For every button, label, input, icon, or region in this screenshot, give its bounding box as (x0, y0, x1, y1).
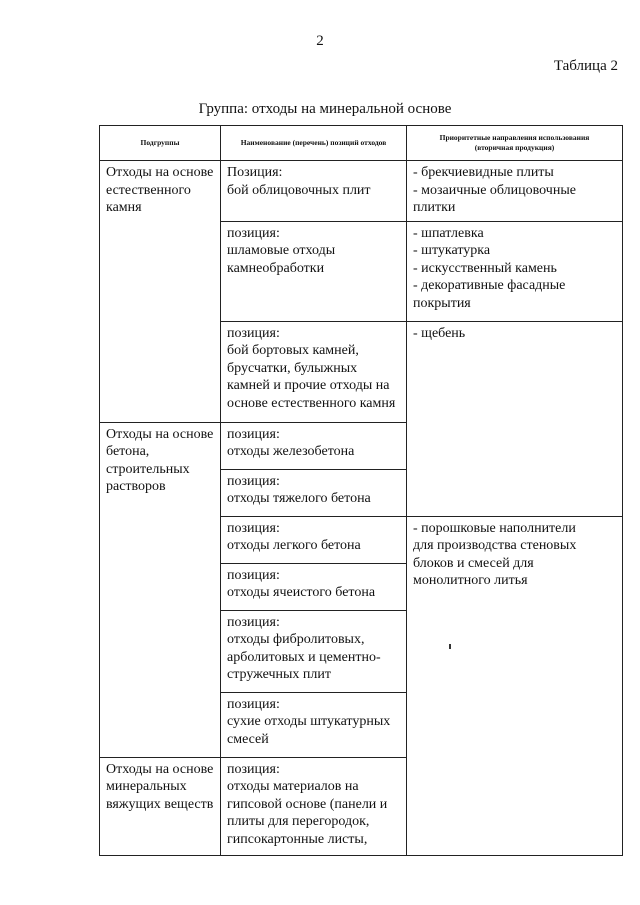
position-cell (221, 161, 407, 222)
position-line: позиция: (227, 614, 280, 630)
position-line: отходы легкого бетона (227, 538, 361, 553)
position-line: плиты для перегородок, (227, 814, 370, 829)
position-cell (221, 692, 407, 757)
position-line: позиция: (227, 520, 280, 536)
position-line: позиция: (227, 426, 280, 442)
position-line: позиция: (227, 761, 280, 777)
direction-line: для производства стеновых (413, 538, 577, 553)
position-line: сухие отходы штукатурных (227, 714, 391, 729)
direction-line: - искусственный камень (413, 260, 557, 276)
subgroup-line: вяжущих веществ (106, 796, 214, 812)
table-label: Таблица 2 (553, 58, 618, 74)
header-subgroups: Подгруппы (100, 126, 221, 161)
directions-cell (407, 161, 623, 222)
position-line: позиция: (227, 473, 280, 489)
subgroup-cell (100, 161, 221, 423)
position-line: смесей (227, 731, 269, 747)
subgroup-line: Отходы на основе (106, 761, 214, 777)
subgroup-line: растворов (106, 479, 166, 494)
direction-line: - мозаичные облицовочные (413, 182, 576, 198)
position-cell (221, 469, 407, 516)
position-line: отходы материалов на (227, 779, 359, 794)
position-line: отходы ячеистого бетона (227, 585, 376, 600)
position-line: камнеобработки (227, 260, 325, 276)
position-line: бой облицовочных плит (227, 182, 371, 198)
position-line: отходы фибролитовых, (227, 632, 365, 647)
waste-table (99, 125, 623, 856)
subgroup-line: Отходы на основе (106, 426, 214, 442)
position-line: гипсокартонные листы, (227, 831, 368, 847)
header-directions-line: Приоритетные направления использования (439, 133, 590, 142)
direction-line: - брекчиевидные плиты (413, 165, 554, 180)
subgroup-cell (100, 757, 221, 855)
position-line: позиция: (227, 225, 280, 241)
directions-cell (407, 321, 623, 516)
header-directions-line: (вторичная продукция) (474, 143, 555, 152)
table-row (100, 161, 623, 222)
position-line: отходы тяжелого бетона (227, 491, 371, 506)
direction-line: блоков и смесей для (413, 555, 534, 571)
position-line: отходы железобетона (227, 444, 355, 459)
position-cell (221, 422, 407, 469)
subgroup-line: строительных (106, 461, 190, 477)
position-line: гипсовой основе (панели и (227, 796, 388, 812)
position-cell (221, 516, 407, 563)
directions-cell (407, 221, 623, 321)
table-title: Группа: отходы на минеральной основе (198, 101, 452, 117)
header-row (100, 126, 623, 161)
position-line: стружечных плит (227, 667, 332, 682)
position-cell (221, 221, 407, 321)
direction-line: - щебень (413, 325, 466, 341)
position-line: Позиция: (227, 165, 283, 180)
header-directions (407, 126, 623, 161)
position-line: шламовые отходы (227, 243, 336, 258)
subgroup-line: камня (106, 200, 142, 215)
scan-mark (449, 644, 451, 649)
position-cell (221, 757, 407, 855)
direction-line: - порошковые наполнители (413, 520, 576, 536)
position-line: арболитовых и цементно- (227, 649, 381, 665)
direction-line: - декоративные фасадные (413, 278, 566, 293)
subgroup-cell (100, 422, 221, 757)
direction-line: покрытия (413, 295, 471, 311)
header-positions: Наименование (перечень) позиций отходов (221, 126, 407, 161)
position-line: брусчатки, булыжных (227, 360, 358, 376)
position-line: позиция: (227, 567, 280, 583)
position-cell (221, 563, 407, 610)
position-line: позиция: (227, 325, 280, 341)
position-line: основе естественного камня (227, 395, 396, 411)
position-cell (221, 321, 407, 422)
subgroup-line: Отходы на основе (106, 165, 214, 180)
page-number: 2 (316, 33, 324, 49)
subgroup-line: минеральных (106, 779, 187, 794)
position-cell (221, 610, 407, 692)
direction-line: монолитного литья (413, 573, 528, 588)
direction-line: - шпатлевка (413, 225, 484, 241)
position-line: бой бортовых камней, (227, 343, 359, 358)
directions-cell (407, 516, 623, 855)
subgroup-line: естественного (106, 182, 191, 198)
direction-line: плитки (413, 200, 456, 215)
direction-line: - штукатурка (413, 243, 491, 258)
position-line: камней и прочие отходы на (227, 378, 390, 393)
position-line: позиция: (227, 696, 280, 712)
subgroup-line: бетона, (106, 444, 150, 459)
